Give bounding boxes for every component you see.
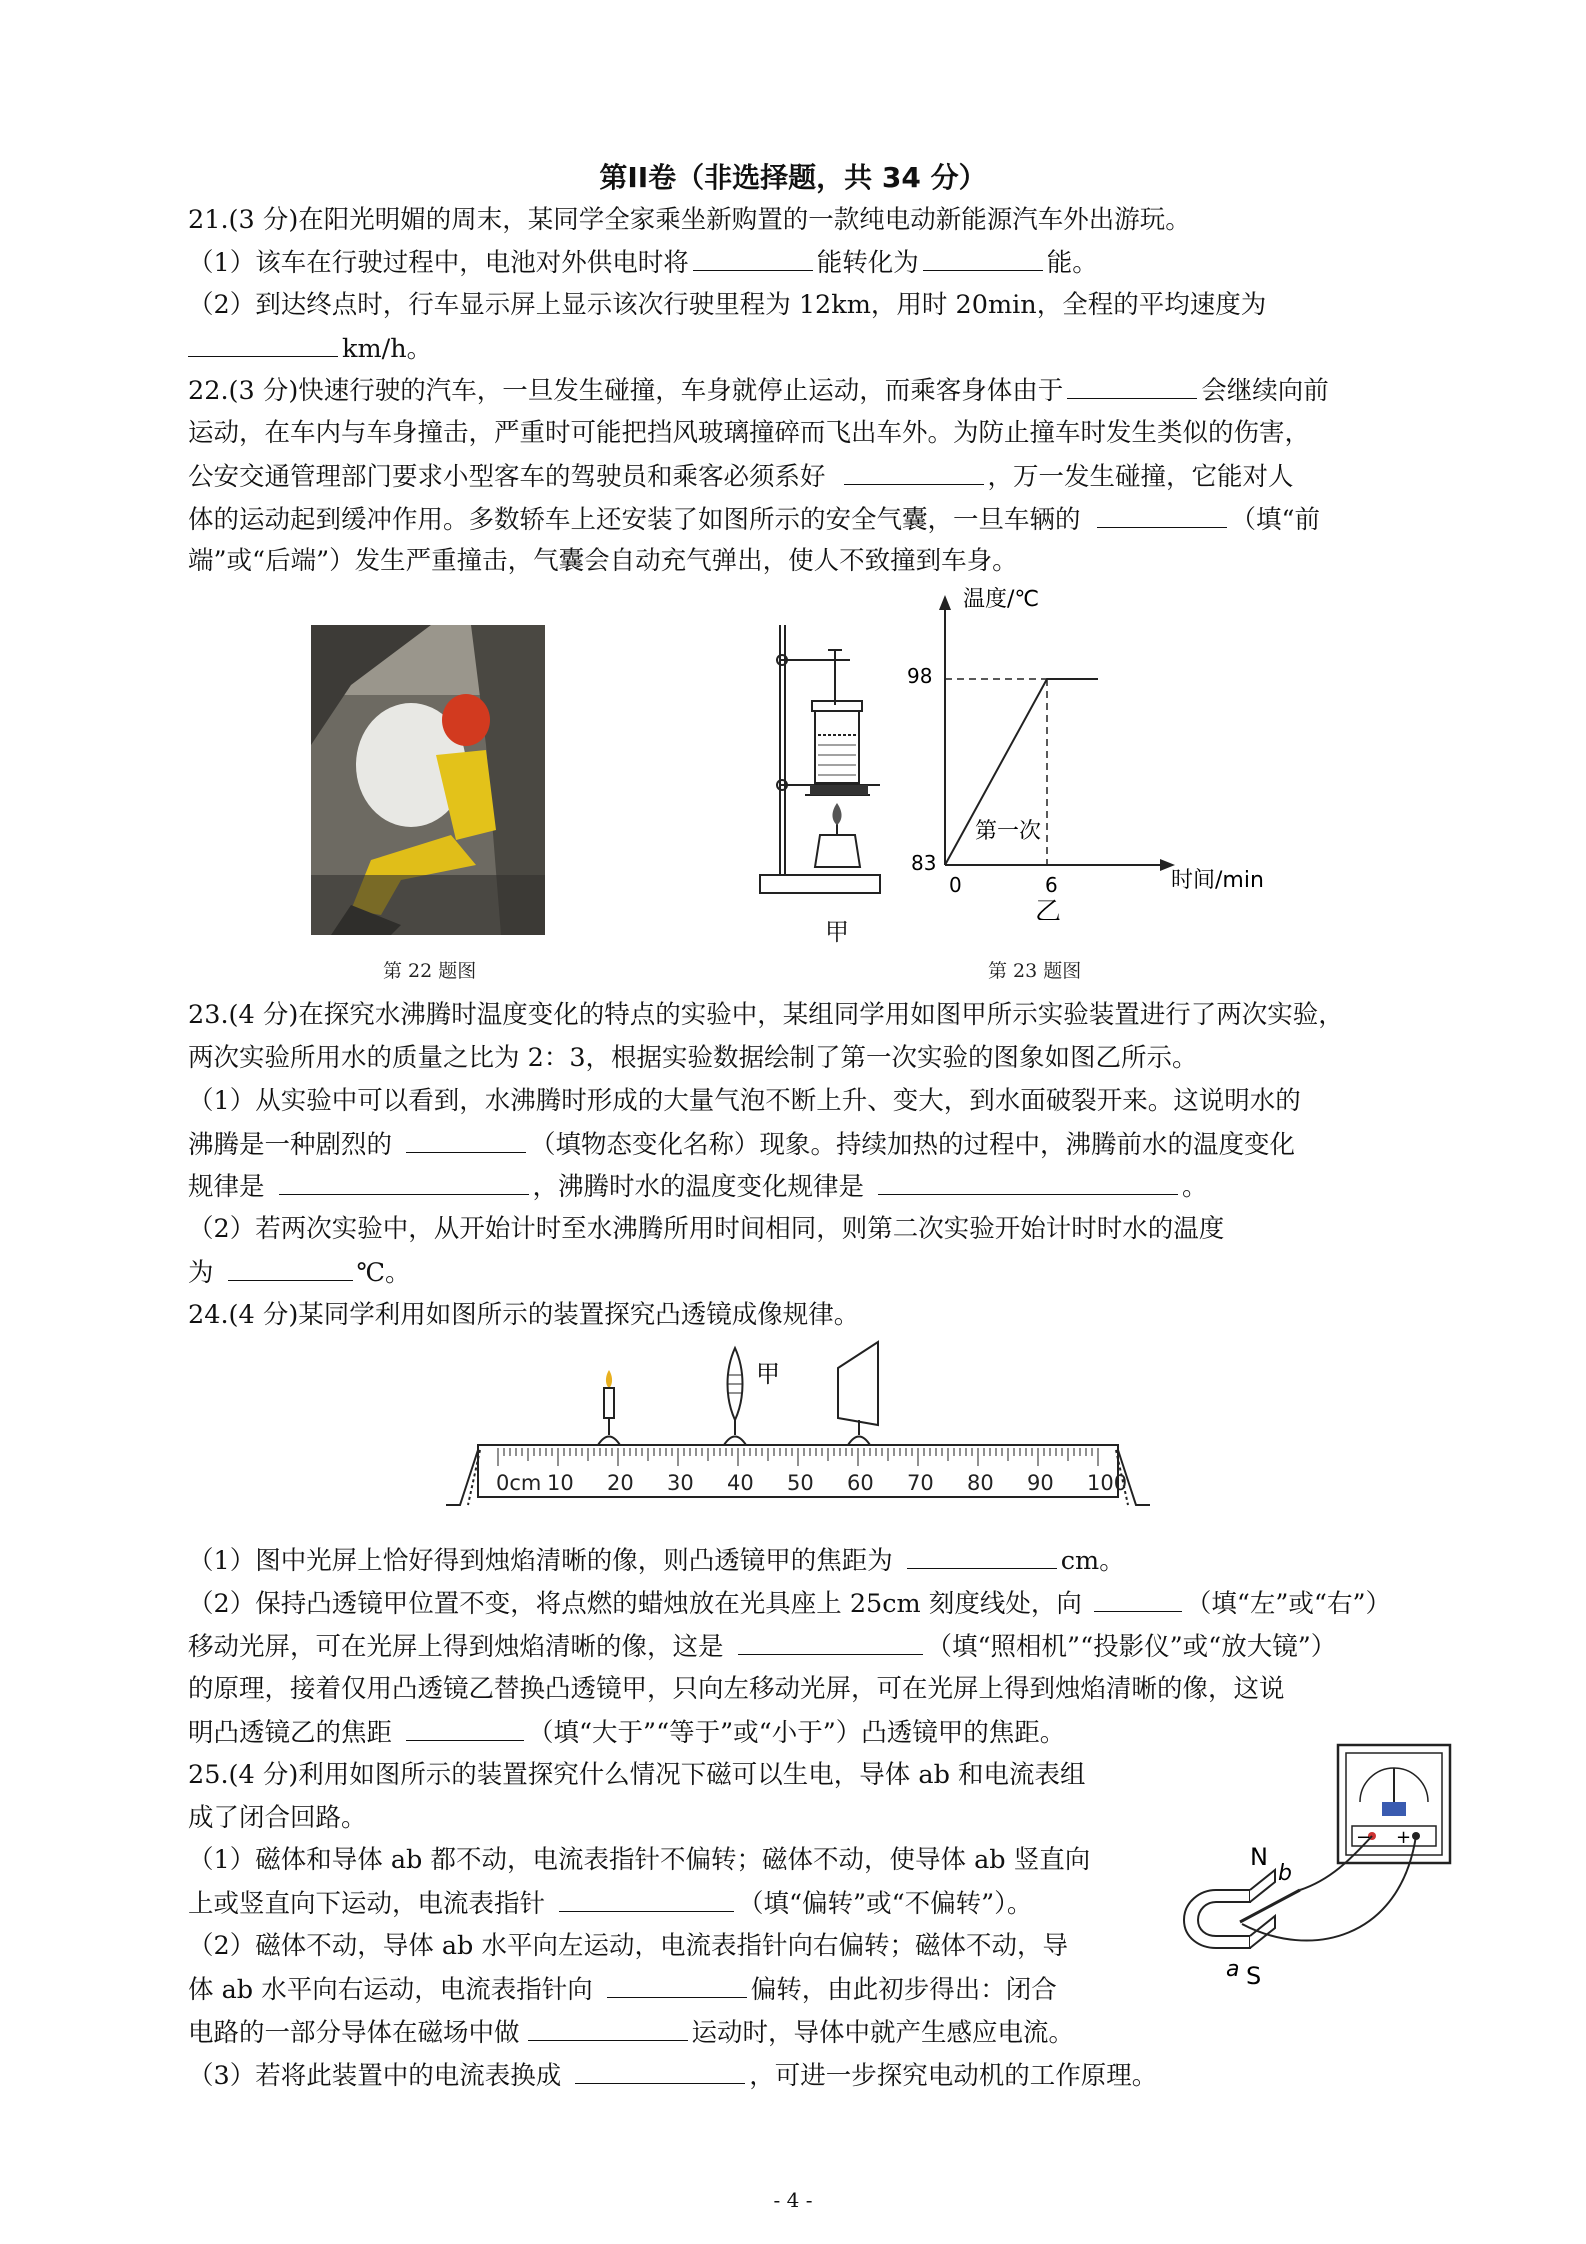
answer-blank[interactable] (228, 1252, 353, 1281)
q25-line5: （2）磁体不动，导体 ab 水平向左运动，电流表指针向右偏转；磁体不动，导 (188, 1931, 1068, 1961)
optical-bench (438, 1340, 1158, 1520)
q24-part2-line4: 明凸透镜乙的焦距 （填“大于”“等于”或“小于”）凸透镜甲的焦距。 (188, 1712, 1065, 1753)
answer-blank[interactable] (738, 1626, 923, 1655)
induction-apparatus (1160, 1740, 1460, 2000)
q24-part2-line3: 的原理，接着仅用凸透镜乙替换凸透镜甲，只向左移动光屏，可在光屏上得到烛焰清晰的像，这说 (188, 1674, 1285, 1704)
q23-line6: （2）若两次实验中，从开始计时至水沸腾所用时间相同，则第二次实验开始计时时水的温度 (188, 1214, 1225, 1244)
answer-blank[interactable] (907, 1540, 1057, 1569)
answer-blank[interactable] (559, 1883, 734, 1912)
q22-line1: 22.(3 分)快速行驶的汽车，一旦发生碰撞，车身就停止运动，而乘客身体由于 会继续向前 (188, 370, 1329, 411)
boiling-apparatus (740, 605, 900, 935)
answer-blank[interactable] (406, 1124, 526, 1153)
page-number: - 4 - (773, 2188, 813, 2212)
q22-line2: 运动，在车内与车身撞击，严重时可能把挡风玻璃撞碎而飞出车外。为防止撞车时发生类似的伤害， (188, 418, 1311, 448)
q24-part1: （1）图中光屏上恰好得到烛焰清晰的像，则凸透镜甲的焦距为 cm。 (188, 1540, 1125, 1581)
x-tick-6: 6 (1045, 873, 1058, 897)
q21-stem: 21.(3 分)在阳光明媚的周末，某同学全家乘坐新购置的一款纯电动新能源汽车外出游玩。 (188, 205, 1191, 235)
fig23-caption: 第 23 题图 (988, 960, 1082, 982)
y-axis-label: 温度/℃ (963, 587, 1040, 612)
answer-blank[interactable] (528, 2012, 688, 2041)
x-axis-label: 时间/min (1171, 868, 1264, 893)
q25-line2: 成了闭合回路。 (188, 1803, 367, 1833)
end-b-label: b (1278, 1861, 1292, 1886)
q23-line3: （1）从实验中可以看到，水沸腾时形成的大量气泡不断上升、变大，到水面破裂开来。这说明水的 (188, 1086, 1301, 1116)
lens-jia-label: 甲 (756, 1360, 780, 1388)
q21-part1: （1）该车在行驶过程中，电池对外供电时将 能转化为 能。 (188, 242, 1098, 283)
answer-blank[interactable] (1094, 1583, 1182, 1612)
q25-line3: （1）磁体和导体 ab 都不动，电流表指针不偏转；磁体不动，使导体 ab 竖直向 (188, 1845, 1091, 1875)
answer-blank[interactable] (607, 1969, 747, 1998)
q23-line5: 规律是 ，沸腾时水的温度变化规律是 。 (188, 1166, 1208, 1207)
ruler-label: 60 (847, 1471, 874, 1495)
q23-line1: 23.(4 分)在探究水沸腾时温度变化的特点的实验中，某组同学用如图甲所示实验装置进行了两次实验， (188, 1000, 1344, 1030)
meter-plus-label: + (1396, 1827, 1412, 1848)
pole-s-label: S (1246, 1962, 1262, 1990)
ruler-label: 20 (607, 1471, 634, 1495)
ruler-label: 40 (727, 1471, 754, 1495)
q25-line6: 体 ab 水平向右运动，电流表指针向 偏转，由此初步得出：闭合 (188, 1969, 1057, 2010)
meter-minus-label: − (1356, 1827, 1372, 1848)
answer-blank[interactable] (923, 242, 1043, 271)
answer-blank[interactable] (279, 1166, 529, 1195)
ruler-label: 30 (667, 1471, 694, 1495)
answer-blank[interactable] (406, 1712, 524, 1741)
pole-n-label: N (1250, 1843, 1268, 1871)
answer-blank[interactable] (575, 2055, 745, 2084)
fig22-caption: 第 22 题图 (383, 960, 477, 982)
fig23-jia-label: 甲 (825, 918, 849, 946)
section-title: 第II卷（非选择题，共 34 分） (599, 161, 987, 194)
q21-part2-end: km/h。 (188, 328, 432, 369)
q23-line7: 为 ℃。 (188, 1252, 411, 1293)
ruler-label: 90 (1027, 1471, 1054, 1495)
q22-line3: 公安交通管理部门要求小型客车的驾驶员和乘客必须系好 ，万一发生碰撞，它能对人 (188, 456, 1294, 497)
q23-line2: 两次实验所用水的质量之比为 2：3，根据实验数据绘制了第一次实验的图象如图乙所示。 (188, 1043, 1198, 1073)
q23-line4: 沸腾是一种剧烈的 （填物态变化名称）现象。持续加热的过程中，沸腾前水的温度变化 (188, 1124, 1295, 1165)
ruler-label: 100 (1087, 1471, 1128, 1495)
q21-part2: （2）到达终点时，行车显示屏上显示该次行驶里程为 12km，用时 20min，全程的平均速度为 (188, 290, 1267, 320)
y-axis-arrow (939, 595, 951, 610)
answer-blank[interactable] (878, 1166, 1178, 1195)
temperature-time-chart (905, 580, 1285, 920)
ruler-label: 70 (907, 1471, 934, 1495)
ruler-label: 0cm (496, 1471, 542, 1495)
convex-lens-jia (724, 1348, 746, 1445)
fig23-yi-label: 乙 (1035, 897, 1062, 920)
candle (598, 1370, 620, 1445)
y-tick-83: 83 (911, 851, 937, 875)
ruler-label: 50 (787, 1471, 814, 1495)
galvanometer (1338, 1745, 1450, 1863)
answer-blank[interactable] (1067, 370, 1197, 399)
q25-line4: 上或竖直向下运动，电流表指针 （填“偏转”或“不偏转”）。 (188, 1883, 1032, 1924)
y-tick-98: 98 (907, 664, 933, 688)
end-a-label: a (1226, 1957, 1240, 1982)
q24-stem: 24.(4 分)某同学利用如图所示的装置探究凸透镜成像规律。 (188, 1300, 860, 1330)
q25-line7: 电路的一部分导体在磁场中做 运动时，导体中就产生感应电流。 (188, 2012, 1074, 2053)
q25-line8: （3）若将此装置中的电流表换成 ，可进一步探究电动机的工作原理。 (188, 2055, 1157, 2096)
ruler-label: 80 (967, 1471, 994, 1495)
answer-blank[interactable] (1097, 499, 1227, 528)
answer-blank[interactable] (693, 242, 813, 271)
q24-part2-line1: （2）保持凸透镜甲位置不变，将点燃的蜡烛放在光具座上 25cm 刻度线处，向 （填“左”或“右”） (188, 1583, 1391, 1624)
q22-line5: 端”或“后端”）发生严重撞击，气囊会自动充气弹出，使人不致撞到车身。 (188, 546, 1018, 576)
q22-line4: 体的运动起到缓冲作用。多数轿车上还安装了如图所示的安全气囊，一旦车辆的 （填“前 (188, 499, 1320, 540)
q25-line1: 25.(4 分)利用如图所示的装置探究什么情况下磁可以生电，导体 ab 和电流表组 (188, 1760, 1086, 1790)
light-screen (838, 1342, 878, 1445)
series-label: 第一次 (975, 819, 1042, 844)
answer-blank[interactable] (844, 456, 984, 485)
left-leg (446, 1450, 478, 1505)
ruler-label: 10 (547, 1471, 574, 1495)
answer-blank[interactable] (188, 328, 338, 357)
airbag-photo (311, 625, 545, 935)
x-tick-0: 0 (949, 873, 962, 897)
u-magnet (1184, 1890, 1250, 1948)
q24-part2-line2: 移动光屏，可在光屏上得到烛焰清晰的像，这是 （填“照相机”“投影仪”或“放大镜”） (188, 1626, 1336, 1667)
